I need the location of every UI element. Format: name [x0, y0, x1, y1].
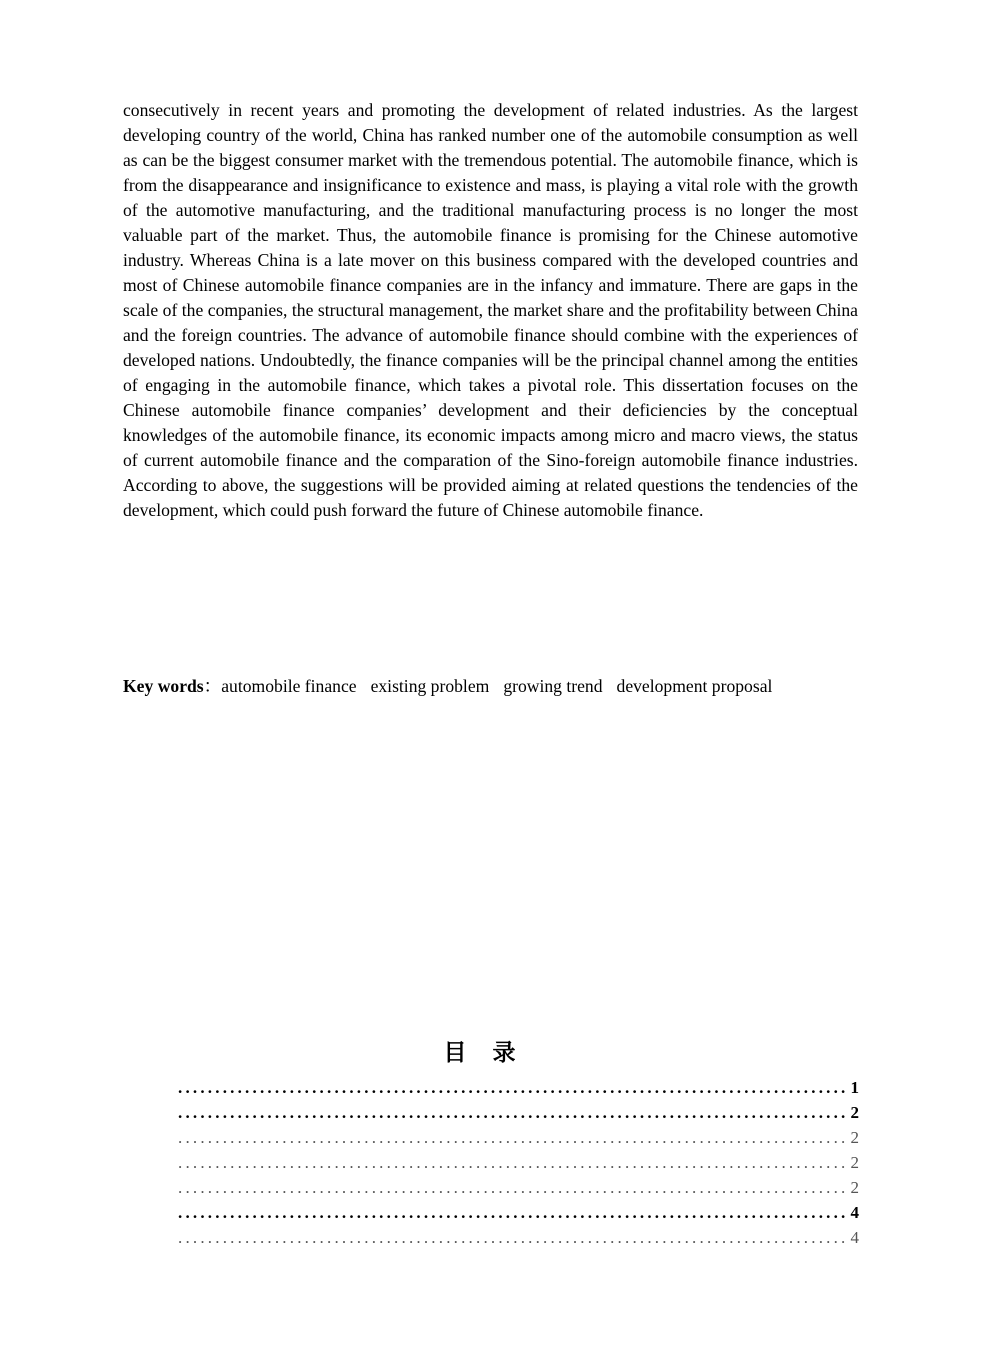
keywords-label: Key words [123, 676, 204, 696]
abstract-paragraph: consecutively in recent years and promoting the development of related industries. As the largest developing country of the world, China has ranked number one of the automobile consumption as well as can be the biggest consumer market with the tremendous potential. The automobile finance, which is from the disappearance and insignificance to existence and mass, is playing a vital role with the growth of the automotive manufacturing, and the traditional manufacturing process is no longer the most valuable part of the market. Thus, the automobile finance is promising for the Chinese automotive industry. Whereas China is a late mover on this business compared with the developed countries and most of Chinese automobile finance companies are in the infancy and immature. There are gaps in the scale of the companies, the structural management, the market share and the profitability between China and the foreign countries. The advance of automobile finance should combine with the experiences of developed nations. Undoubtedly, the finance companies will be the principal channel among the entities of engaging in the automobile finance, which takes a pivotal role. This dissertation focuses on the Chinese automobile finance companies’ development and their deficiencies by the conceptual knowledges of the automobile finance, its economic impacts among micro and macro views, the status of current automobile finance and the comparation of the Sino-foreign automobile finance industries. According to above, the suggestions will be provided aiming at related questions the tendencies of the development, which could push forward the future of Chinese automobile finance. [123, 100, 858, 520]
toc-entry[interactable] [123, 1075, 859, 1100]
toc-page-number: 4 [850, 1228, 859, 1247]
keywords-line [123, 674, 858, 699]
toc-page-number: 1 [850, 1078, 859, 1097]
keyword-item: growing trend [503, 676, 603, 696]
keyword-item: existing problem [370, 676, 490, 696]
toc-entry[interactable] [123, 1125, 859, 1150]
toc-entry[interactable] [123, 1175, 859, 1200]
toc-entry[interactable] [123, 1225, 859, 1250]
table-of-contents [123, 1075, 859, 1250]
toc-leader-dots: .......................................................................................... [178, 1153, 849, 1172]
toc-entry[interactable] [123, 1100, 859, 1125]
toc-leader-dots: .......................................................................................... [178, 1178, 849, 1197]
toc-page-number: 2 [850, 1128, 859, 1147]
toc-leader-dots: .......................................................................................... [178, 1103, 849, 1122]
toc-entry[interactable] [123, 1200, 859, 1225]
toc-leader-dots: .......................................................................................... [178, 1128, 849, 1147]
toc-title: 目录 [443, 1040, 542, 1066]
toc-leader-dots: .......................................................................................... [178, 1203, 849, 1222]
keyword-item: automobile finance [221, 676, 357, 696]
toc-page-number: 2 [850, 1103, 859, 1122]
toc-page-number: 2 [850, 1153, 859, 1172]
toc-leader-dots: .......................................................................................... [178, 1078, 849, 1097]
keywords-separator: ： [203, 676, 222, 696]
toc-entry[interactable] [123, 1150, 859, 1175]
toc-leader-dots: .......................................................................................... [178, 1228, 849, 1247]
toc-page-number: 2 [850, 1178, 859, 1197]
toc-page-number: 4 [850, 1203, 859, 1222]
keyword-item: development proposal [616, 676, 773, 696]
